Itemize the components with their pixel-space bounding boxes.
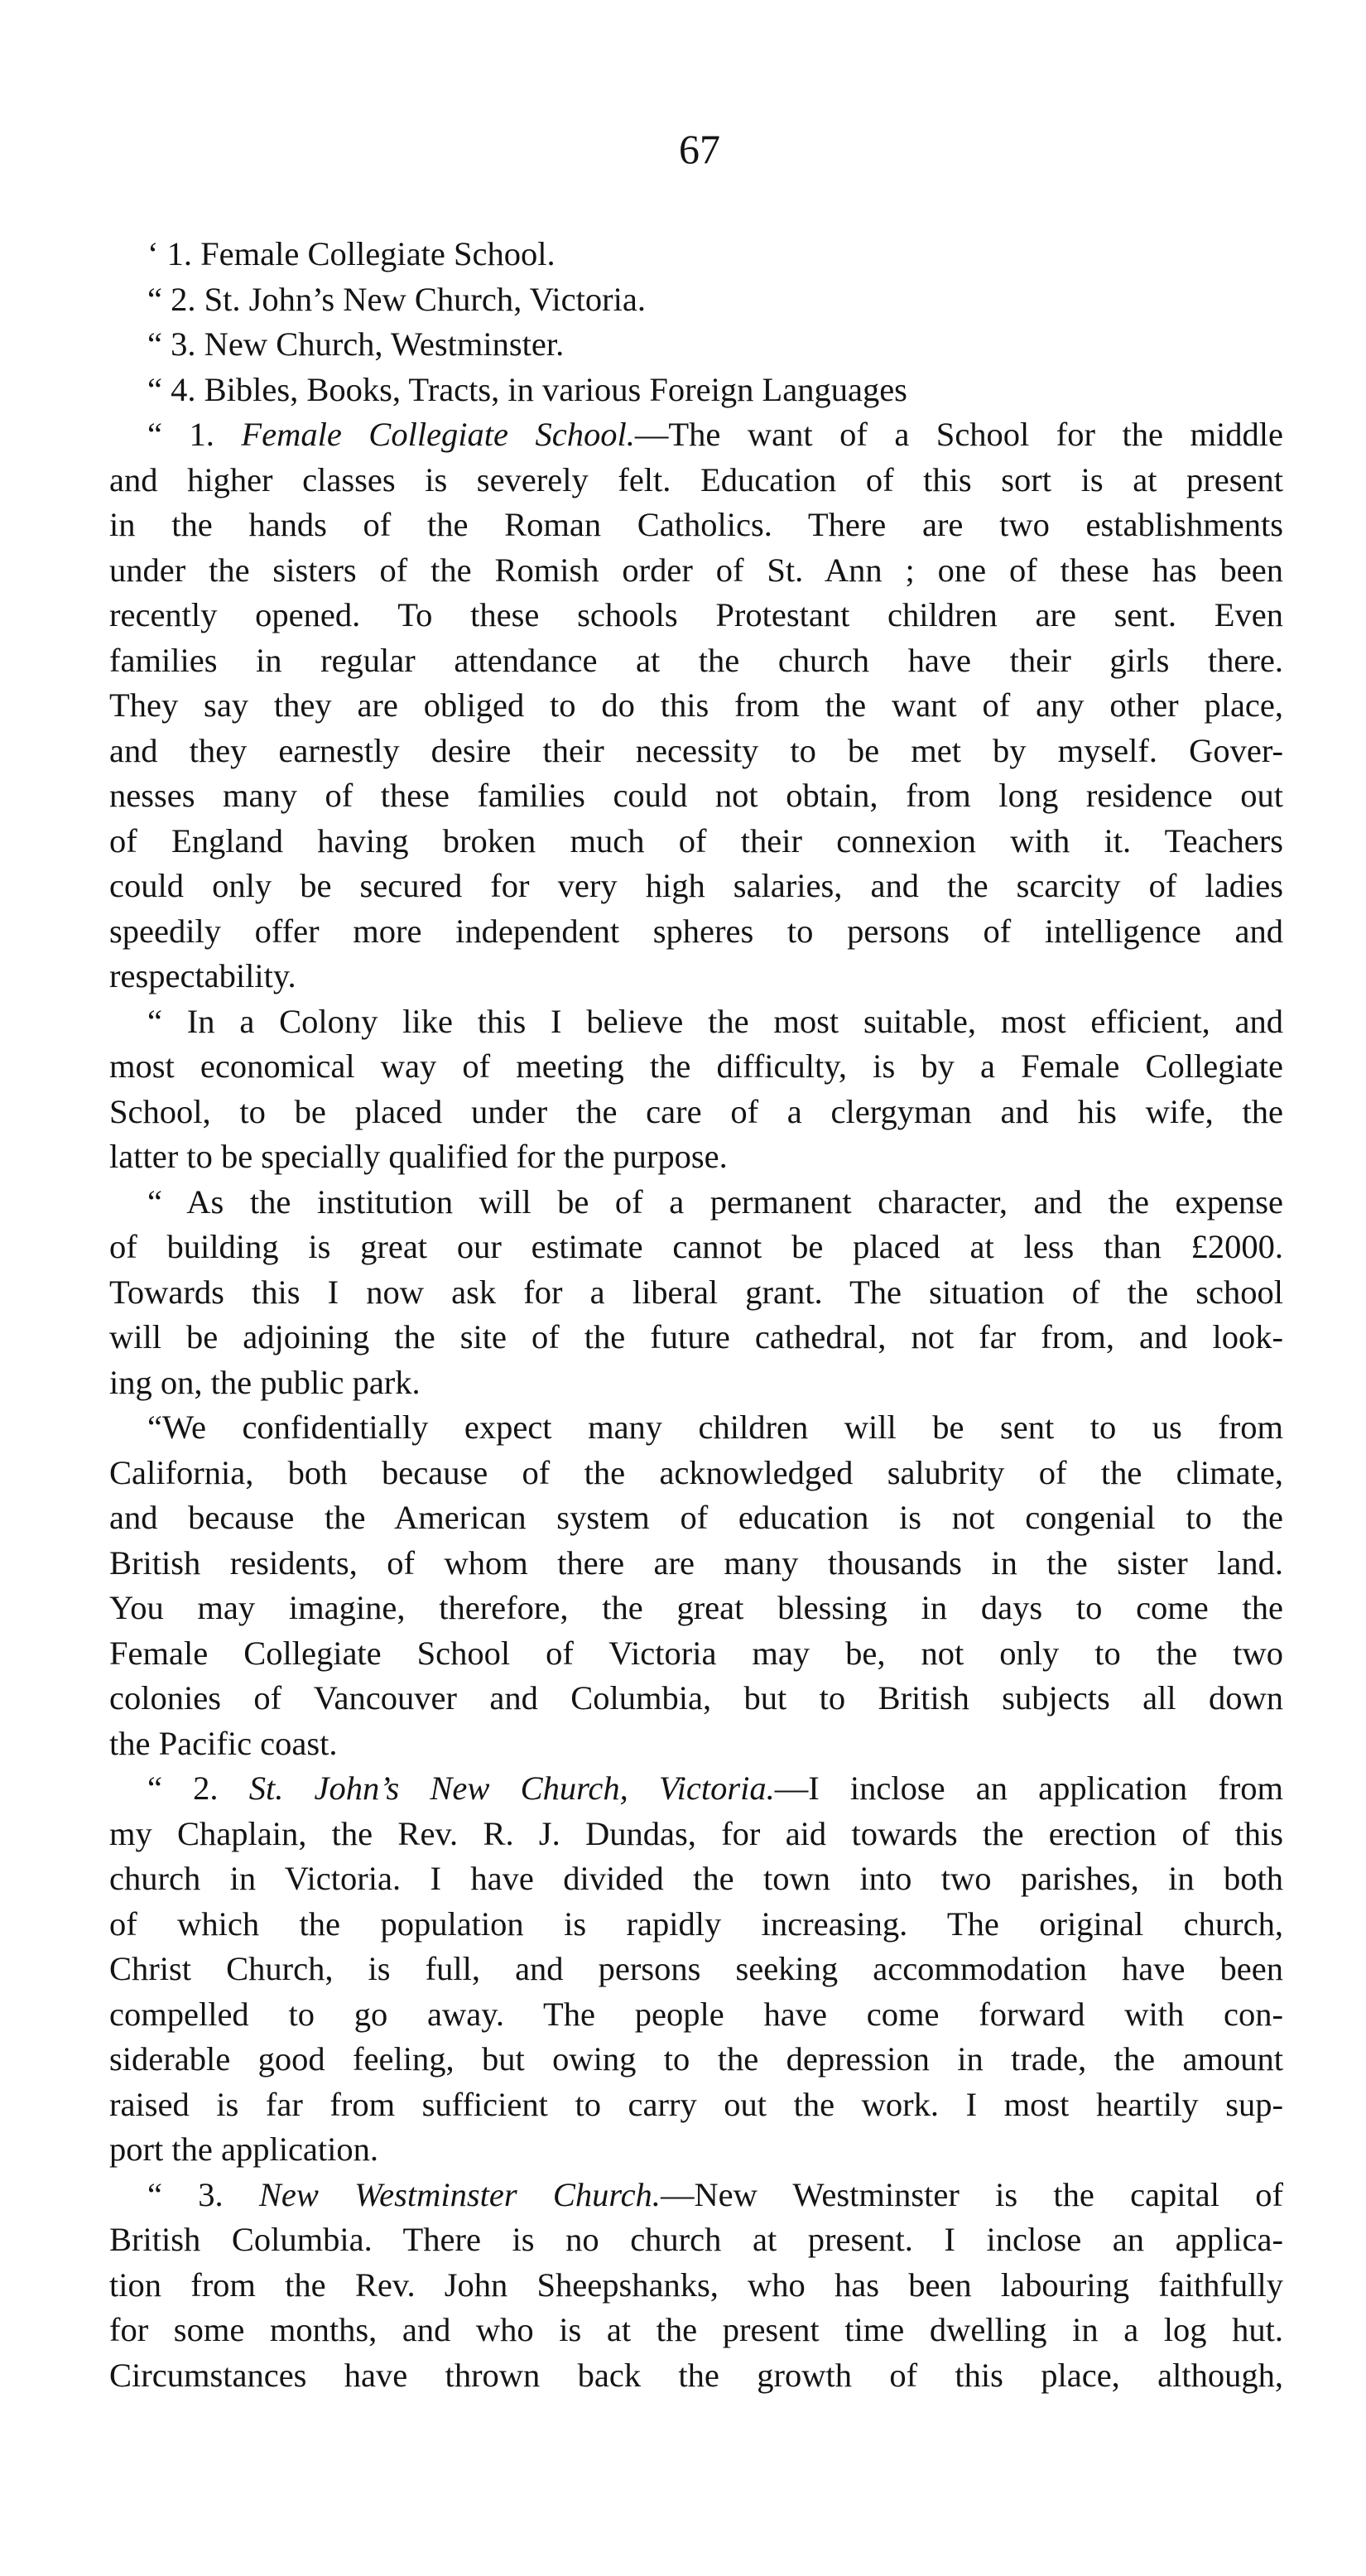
text-line: raised is far from sufficient to carry out the work. I most heartily sup-: [109, 2085, 1283, 2123]
text-line: speedily offer more independent spheres to persons of intelligence and: [109, 912, 1283, 950]
text-line: could only be secured for very high salaries, and the scarcity of ladies: [109, 867, 1283, 904]
text-line: of England having broken much of their connexion with it. Teachers: [109, 821, 1283, 859]
text-line: the Pacific coast.: [109, 1724, 338, 1762]
text-line: “ 2. St. John’s New Church, Victoria.: [147, 280, 647, 318]
text-line: under the sisters of the Romish order of St. Ann ; one of these has been: [109, 551, 1283, 589]
text-line: church in Victoria. I have divided the town into two parishes, in both: [109, 1860, 1283, 1897]
text-line: [109, 412, 1283, 458]
text-line: You may imagine, therefore, the great blessing in days to come the: [109, 1589, 1283, 1626]
text-line: and they earnestly desire their necessity to be met by myself. Gover-: [109, 731, 1283, 769]
section-number: “ 3.: [147, 2175, 259, 2213]
text-line: [109, 2173, 1283, 2218]
text-line: and because the American system of education is not congenial to the: [109, 1499, 1283, 1536]
text-line: my Chaplain, the Rev. R. J. Dundas, for aid towards the erection of this: [109, 1814, 1283, 1852]
text-line: recently opened. To these schools Protestant children are sent. Even: [109, 596, 1283, 633]
text-line: “We confidentially expect many children will be sent to us from: [147, 1408, 1283, 1446]
text-line: British residents, of whom there are many thousands in the sister land.: [109, 1543, 1283, 1582]
section-heading: New Westminster Church.: [258, 2175, 661, 2213]
text-line: most economical way of meeting the difficulty, is by a Female Collegiate: [109, 1047, 1283, 1085]
text-line: latter to be specially qualified for the purpose.: [109, 1138, 728, 1175]
section-heading: St. John’s New Church, Victoria.: [248, 1769, 775, 1807]
text-line: in the hands of the Roman Catholics. There are two establishments: [109, 506, 1283, 543]
text-line: will be adjoining the site of the future cathedral, not far from, and look-: [109, 1318, 1283, 1355]
text-line: “ 4. Bibles, Books, Tracts, in various Foreign Languages: [147, 370, 907, 408]
text-line: port the application.: [109, 2131, 379, 2168]
text-line: Female Collegiate School of Victoria may be, not only to the two: [109, 1634, 1283, 1672]
body-text: [109, 232, 1283, 2398]
text-line: colonies of Vancouver and Columbia, but to British subjects all down: [109, 1679, 1283, 1717]
text-line: [109, 1766, 1283, 1812]
text-line: nesses many of these families could not obtain, from long residence out: [109, 777, 1283, 814]
text-line: “ In a Colony like this I believe the most suitable, most efficient, and: [147, 1002, 1283, 1040]
text-line: siderable good feeling, but owing to the depression in trade, the amount: [109, 2040, 1283, 2078]
text-line: for some months, and who is at the present time dwelling in a log hut.: [109, 2311, 1283, 2348]
text-line: ‘ 1. Female Collegiate School.: [147, 235, 556, 272]
line-text: —The want of a School for the middle: [634, 416, 1283, 453]
text-line: They say they are obliged to do this from the want of any other place,: [109, 686, 1283, 724]
text-line: “ 3. New Church, Westminster.: [147, 325, 565, 363]
text-line: ing on, the public park.: [109, 1363, 421, 1401]
text-line: Christ Church, is full, and persons seeking accommodation have been: [109, 1950, 1283, 1987]
text-line: tion from the Rev. John Sheepshanks, who has been labouring faithfully: [109, 2265, 1283, 2304]
text-line: families in regular attendance at the church have their girls there.: [109, 641, 1283, 679]
text-line: respectability.: [109, 957, 296, 994]
page-number: 67: [679, 126, 720, 172]
section-number: “ 1.: [147, 416, 242, 453]
section-number: “ 2.: [147, 1769, 249, 1807]
text-line: of building is great our estimate cannot be placed at less than £2000.: [109, 1228, 1283, 1265]
text-line: California, both because of the acknowledged salubrity of the climate,: [109, 1453, 1283, 1491]
text-line: School, to be placed under the care of a clergyman and his wife, the: [109, 1092, 1283, 1130]
text-line: of which the population is rapidly increasing. The original church,: [109, 1904, 1283, 1943]
text-line: “ As the institution will be of a permanent character, and the expense: [147, 1182, 1283, 1221]
line-text: —I inclose an application from: [774, 1769, 1284, 1807]
section-heading: Female Collegiate School.: [241, 416, 635, 453]
text-line: Circumstances have thrown back the growth of this place, although,: [109, 2356, 1283, 2394]
text-line: compelled to go away. The people have come forward with con-: [109, 1995, 1283, 2033]
text-line: and higher classes is severely felt. Education of this sort is at present: [109, 460, 1283, 498]
line-text: —New Westminster is the capital of: [660, 2175, 1283, 2213]
text-line: British Columbia. There is no church at present. I inclose an applica-: [109, 2221, 1283, 2258]
text-line: Towards this I now ask for a liberal grant. The situation of the school: [109, 1273, 1283, 1311]
